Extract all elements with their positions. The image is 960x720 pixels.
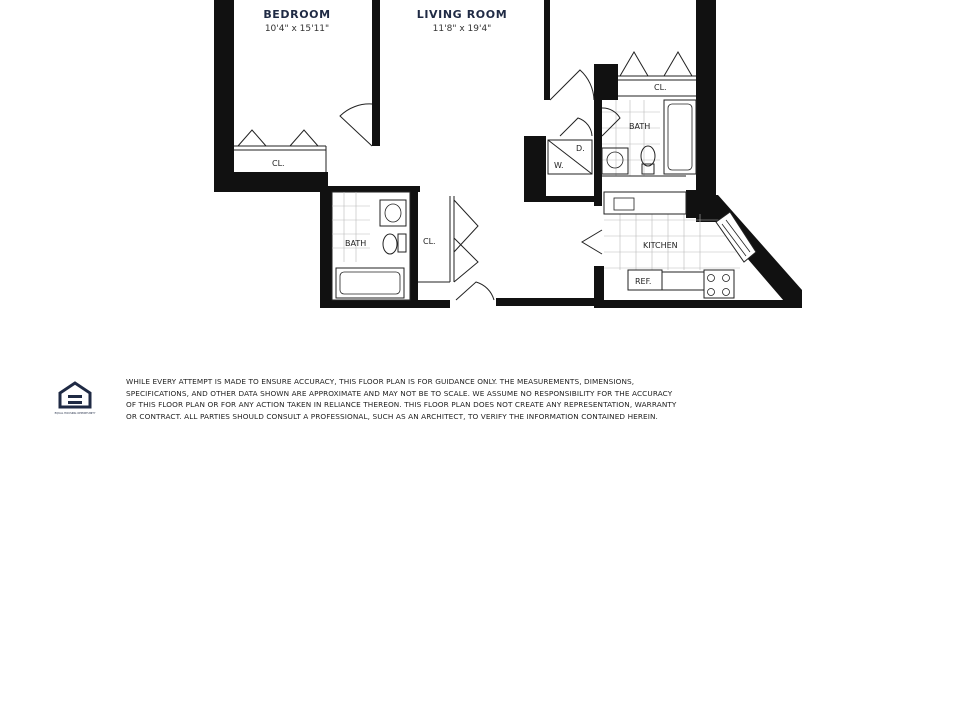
equal-housing-text: EQUAL HOUSING OPPORTUNITY	[54, 412, 96, 415]
upper-right-closet-label: CL.	[654, 83, 667, 92]
equal-housing-opportunity-icon	[54, 381, 96, 417]
refrigerator-label: REF.	[635, 277, 652, 286]
bath-one-label: BATH	[345, 239, 367, 248]
disclaimer-line: OF THIS FLOOR PLAN OR FOR ANY ACTION TAKEN IN RELIANCE THEREON. THIS FLOOR PLAN DOES NOT CREATE ANY REPRESENTATION, WARRANTY	[126, 400, 677, 410]
dryer-label: D.	[576, 144, 585, 153]
bath-two	[602, 100, 696, 176]
living-room-title: LIVING ROOM	[416, 8, 508, 21]
disclaimer-line: SPECIFICATIONS, AND OTHER DATA SHOWN ARE APPROXIMATE AND MAY NOT BE TO SCALE. WE ASSUME NO RESPONSIBILITY FOR THE ACCURACY	[126, 388, 673, 398]
kitchen-label: KITCHEN	[643, 241, 678, 250]
bedroom-closet-label: CL.	[272, 159, 285, 168]
disclaimer-line: WHILE EVERY ATTEMPT IS MADE TO ENSURE ACCURACY, THIS FLOOR PLAN IS FOR GUIDANCE ONLY. THE MEASUREMENTS, DIMENSIONS,	[126, 377, 635, 386]
hall-closet-label: CL.	[423, 237, 436, 246]
bedroom-dimensions: 10'4" x 15'11"	[264, 24, 330, 34]
bedroom	[234, 8, 372, 172]
washer-label: W.	[554, 161, 564, 170]
bath-one	[332, 192, 410, 300]
bedroom-title: BEDROOM	[263, 8, 331, 21]
walls	[214, 0, 802, 308]
upper-right-room	[550, 52, 696, 100]
bath-two-label: BATH	[629, 122, 651, 131]
disclaimer	[126, 376, 756, 422]
living-room-dimensions: 11'8" x 19'4"	[432, 24, 492, 34]
hall-closet	[418, 196, 494, 300]
bedroom-door	[340, 104, 372, 146]
living-room	[417, 8, 508, 34]
disclaimer-line: OR CONTRACT. ALL PARTIES SHOULD CONSULT A PROFESSIONAL, SUCH AS AN ARCHITECT, TO VERIFY THE INFORMATION CONTAINED HEREIN.	[126, 411, 658, 421]
